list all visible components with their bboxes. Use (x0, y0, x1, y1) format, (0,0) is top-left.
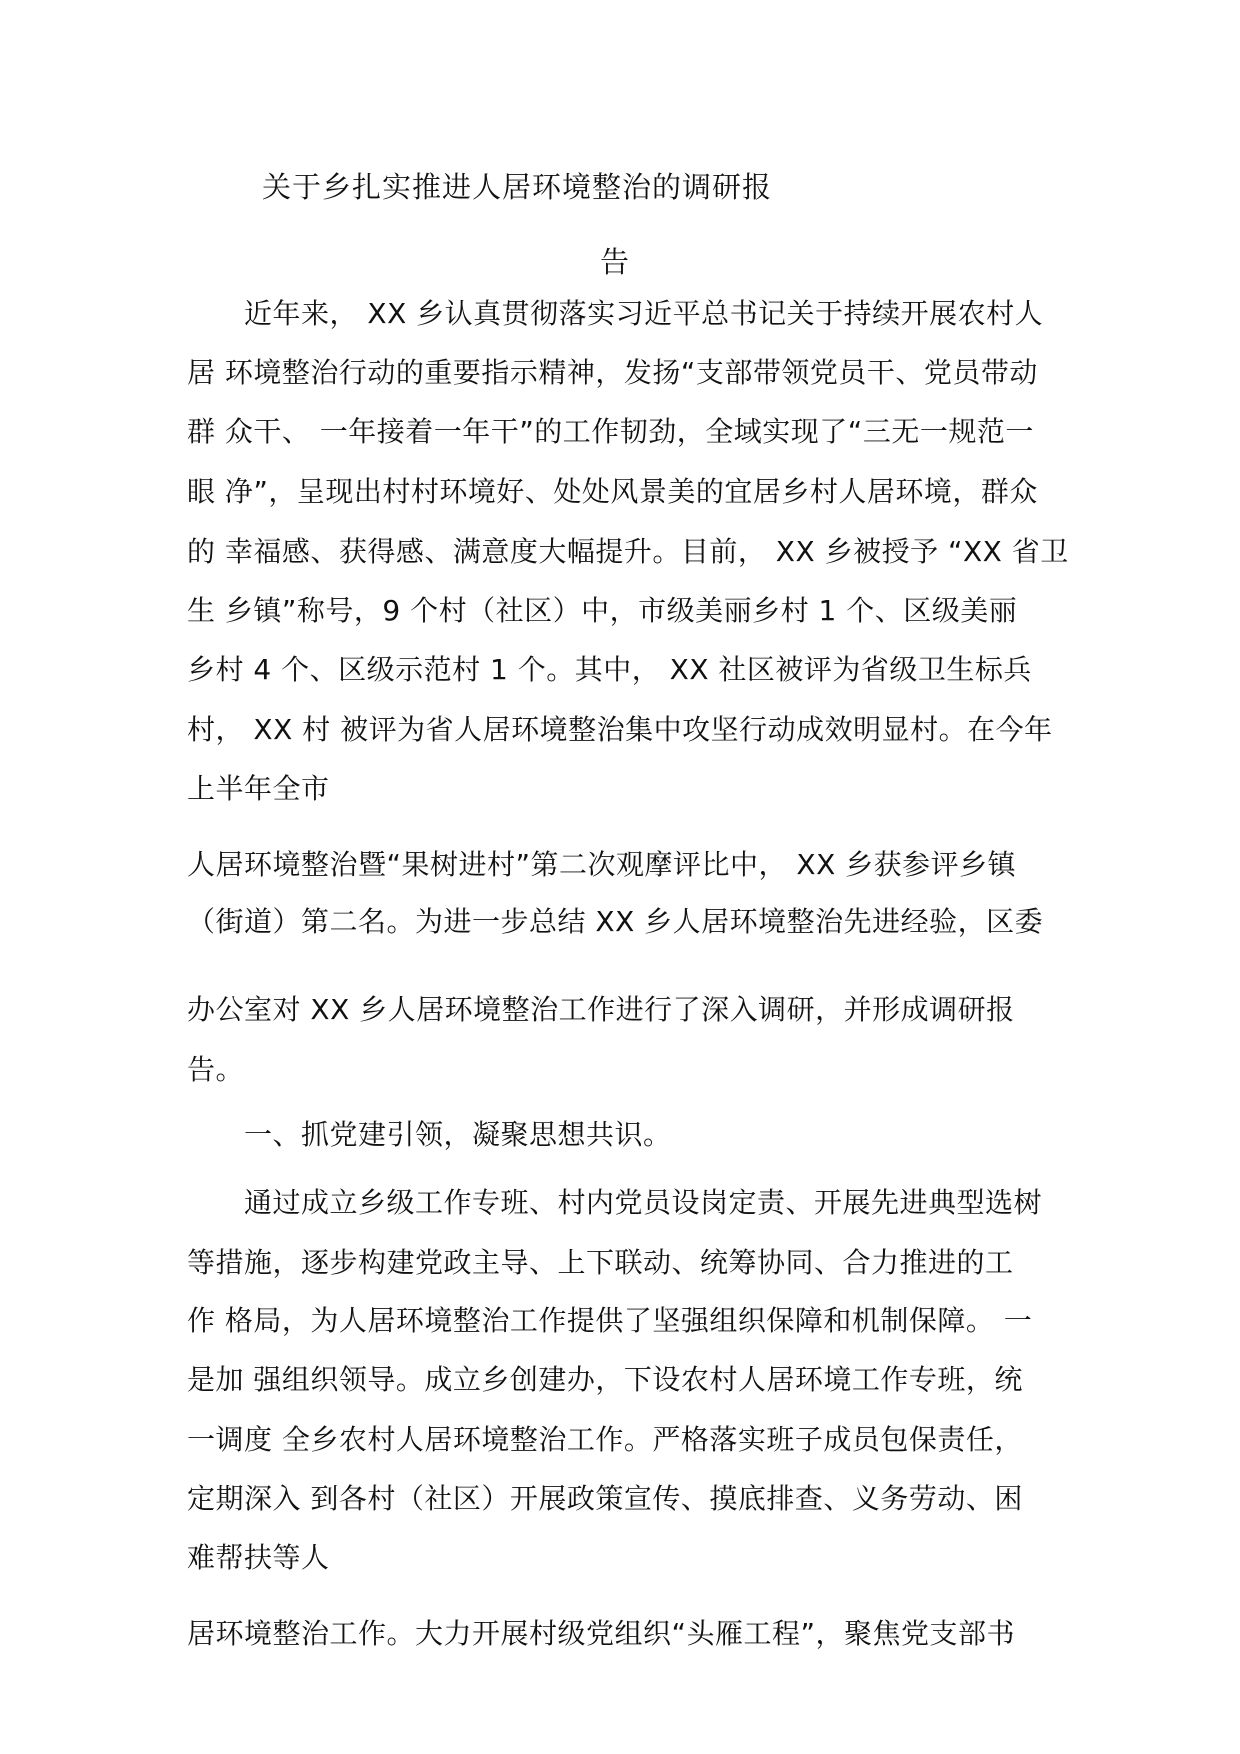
body-line: 村， XX 村 被评为省人居环境整治集中攻坚行动成效明显村。在今年 (187, 713, 1053, 746)
body-line: 居 环境整治行动的重要指示精神，发扬“支部带领党员干、党员带动 (187, 356, 1038, 389)
body-line: 乡村 4 个、区级示范村 1 个。其中， XX 社区被评为省级卫生标兵 (187, 653, 1032, 686)
body-line: 等措施，逐步构建党政主导、上下联动、统筹协同、合力推进的工 (187, 1246, 1014, 1279)
body-line: 近年来， XX 乡认真贯彻落实习近平总书记关于持续开展农村人 (244, 297, 1044, 330)
body-line: 难帮扶等人 (187, 1541, 330, 1574)
body-line: 通过成立乡级工作专班、村内党员设岗定责、开展先进典型选树 (244, 1186, 1043, 1219)
body-line: 居环境整治工作。大力开展村级党组织“头雁工程”，聚焦党支部书 (187, 1617, 1016, 1650)
body-line: 上半年全市 (187, 772, 330, 805)
body-line: 的 幸福感、获得感、满意度大幅提升。目前， XX 乡被授予 “XX 省卫 (187, 535, 1069, 568)
body-line: 一调度 全乡农村人居环境整治工作。严格落实班子成员包保责任， (187, 1423, 1023, 1456)
document-title-line-2: 告 (600, 245, 631, 279)
body-line: 是加 强组织领导。成立乡创建办，下设农村人居环境工作专班，统 (187, 1363, 1023, 1396)
body-line: 作 格局，为人居环境整治工作提供了坚强组织保障和机制保障。 一 (187, 1304, 1033, 1337)
body-line: 群 众干、 一年接着一年干”的工作韧劲，全域实现了“三无一规范一 (187, 415, 1034, 448)
body-line: 人居环境整治暨“果树进村”第二次观摩评比中， XX 乡获参评乡镇 (187, 848, 1017, 881)
body-line: 告。 (187, 1053, 245, 1086)
body-line: 办公室对 XX 乡人居环境整治工作进行了深入调研，并形成调研报 (187, 993, 1015, 1026)
body-line: 眼 净”，呈现出村村环境好、处处风景美的宜居乡村人居环境，群众 (187, 475, 1038, 508)
body-line: 生 乡镇”称号，9 个村（社区）中，市级美丽乡村 1 个、区级美丽 (187, 594, 1018, 627)
body-line: （街道）第二名。为进一步总结 XX 乡人居环境整治先进经验，区委 (187, 905, 1044, 938)
document-title-line-1: 关于乡扎实推进人居环境整治的调研报 (262, 170, 773, 204)
body-line: 定期深入 到各村（社区）开展政策宣传、摸底排查、义务劳动、困 (187, 1482, 1023, 1515)
section-heading: 一、抓党建引领，凝聚思想共识。 (244, 1118, 672, 1151)
